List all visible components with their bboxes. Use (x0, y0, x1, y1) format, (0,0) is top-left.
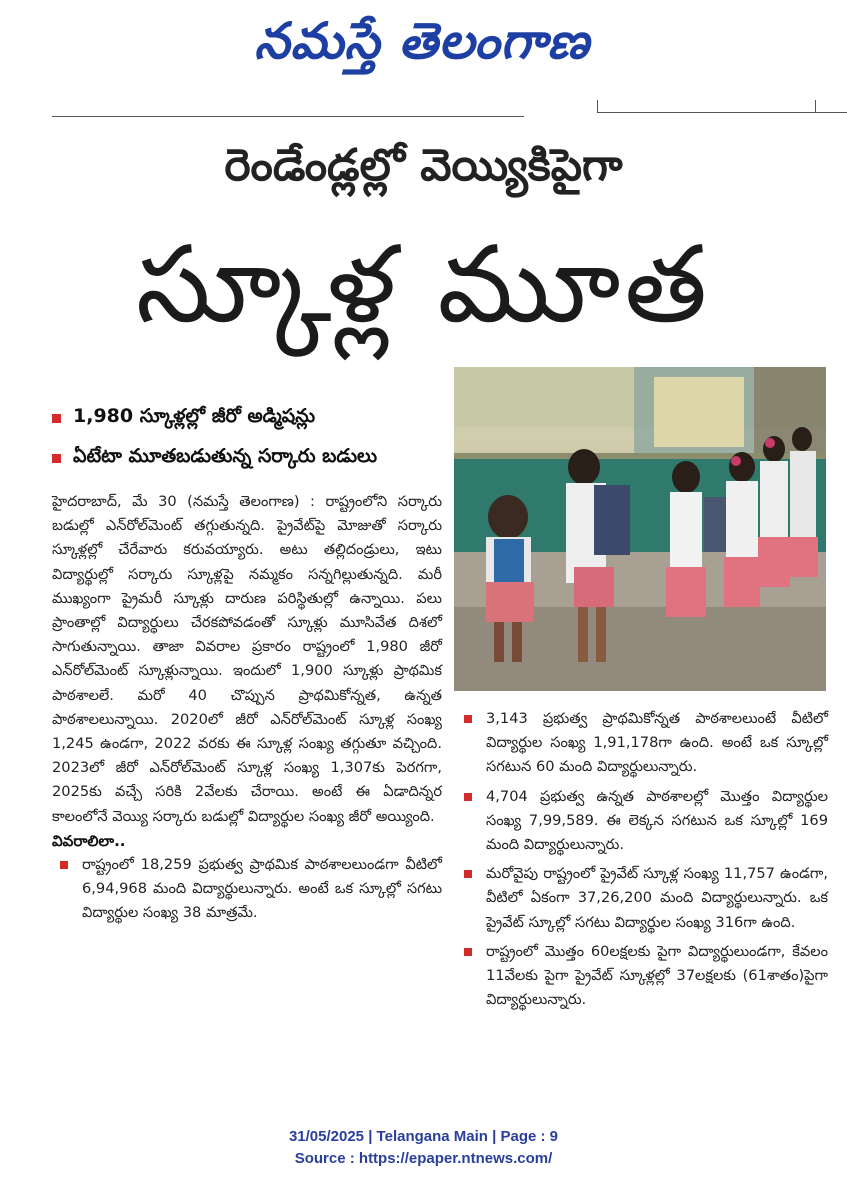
page-footer (0, 1126, 847, 1170)
detail-text: రాష్ట్రంలో 18,259 ప్రభుత్వ ప్రాథమిక పాఠశాలలుండగా వీటిలో 6,94,968 మంది విద్యార్థులున్నారు. అంటే ఒక స్కూల్లో సగటు విద్యార్థుల సంఖ్య 38 మాత్రమే. (82, 855, 442, 922)
detail-text: 4,704 ప్రభుత్వ ఉన్నత పాఠశాలల్లో మొత్తం విద్యార్థుల సంఖ్య 7,99,589. ఈ లెక్కన సగటున ఒక స్కూల్లో 169 మంది విద్యార్థులున్నారు. (486, 787, 828, 854)
details-label: వివరాలిలా.. (52, 831, 126, 850)
masthead (0, 0, 847, 86)
detail-item (456, 940, 828, 1013)
highlight-item (52, 438, 447, 478)
edition-line: 31/05/2025 | Telangana Main | Page : 9 (288, 1128, 559, 1145)
masthead-logo: నమస్తే తెలంగాణ (254, 11, 590, 70)
highlights-list (52, 398, 447, 478)
body-paragraph: హైదరాబాద్, మే 30 (నమస్తే తెలంగాణ) : రాష్ట్రంలోని సర్కారు బడుల్లో ఎన్‌రోల్‌మెంట్ తగ్గుతున్నది. ప్రైవేట్‌పై మోజుతో సర్కారు స్కూళ్లల్లో చేరేవారు కరువయ్యారు. అటు తల్లిదండ్రులు, ఇటు విద్యార్థుల్లో సర్కారు స్కూళ్లపై నమ్మకం సన్నగిల్లుతున్నది. మరీ ముఖ్యంగా ప్రైమరీ స్కూళ్లు దారుణ పరిస్థితుల్లో ఉన్నాయి. పలు ప్రాంతాల్లో విద్యార్థులు చేరకపోవడంతో స్కూళ్లు మూసివేత దిశలో సాగుతున్నాయి. తాజా వివరాల ప్రకారం రాష్ట్రంలో 1,980 జీరో ఎన్‌రోల్‌మెంట్ స్కూళ్లున్నాయి. ఇందులో 1,900 స్కూళ్లు ప్రాథమిక పాఠశాలలే. మరో 40 చొప్పున ప్రాథమికోన్నత, ఉన్నత పాఠశాలలున్నాయి. 2020లో జీరో ఎన్‌రోల్‌మెంట్ స్కూళ్ల సంఖ్య 1,245 ఉండగా, 2022 వరకు ఈ స్కూళ్ల సంఖ్య తగ్గుతూ వచ్చింది. 2023లో జీరో ఎన్‌రోల్‌మెంట్ స్కూళ్ల సంఖ్య 1,307కు పెరగగా, 2025కు వచ్చే సరికి 2వేలకు చేరాయి. అంటే ఈ ఏడాదిన్నర కాలంలోనే వెయ్యి సర్కారు బడుల్లో విద్యార్థుల సంఖ్య జీరో అయ్యింది. (52, 493, 442, 825)
article-body-left (52, 490, 442, 925)
source-link[interactable]: Source : https://epaper.ntnews.com/ (294, 1150, 553, 1167)
bullet-square-icon (464, 870, 472, 878)
detail-item (456, 862, 828, 935)
bullet-square-icon (464, 715, 472, 723)
detail-item (52, 853, 442, 926)
highlight-text: 1,980 స్కూళ్లల్లో జీరో అడ్మిషన్లు (73, 404, 316, 427)
highlight-text: ఏటేటా మూతబడుతున్న సర్కారు బడులు (73, 444, 378, 467)
students-photo (454, 367, 826, 691)
article-headline: స్కూళ్ల మూత (136, 223, 711, 346)
bullet-square-icon (52, 414, 61, 423)
detail-item (456, 785, 828, 858)
divider-tick (597, 100, 598, 113)
bullet-square-icon (52, 454, 61, 463)
bullet-square-icon (464, 948, 472, 956)
divider-tick (815, 100, 816, 113)
article-photo (454, 367, 826, 691)
bullet-square-icon (464, 793, 472, 801)
detail-text: మరోవైపు రాష్ట్రంలో ప్రైవేట్ స్కూళ్ల సంఖ్య 11,757 ఉండగా, వీటిలో ఏకంగా 37,26,200 మంది విద్యార్థులున్నారు. ఒక ప్రైవేట్ స్కూల్లో సగటు విద్యార్థుల సంఖ్య 316గా ఉంది. (486, 865, 828, 931)
divider-right (598, 112, 847, 113)
article-kicker: రెండేండ్లల్లో వెయ్యికిపైగా (224, 140, 623, 191)
detail-text: రాష్ట్రంలో మొత్తం 60లక్షలకు పైగా విద్యార్థులుండగా, కేవలం 11వేలకు పైగా ప్రైవేట్ స్కూళ్లల్లో 37లక్షలకు (61శాతం)పైగా విద్యార్థులున్నారు. (486, 942, 828, 1009)
highlight-item (52, 398, 447, 438)
detail-text: 3,143 ప్రభుత్వ ప్రాథమికోన్నత పాఠశాలలుంటే వీటిలో విద్యార్థుల సంఖ్య 1,91,178గా ఉంది. అంటే ఒక స్కూల్లో సగటున 60 మంది విద్యార్థులున్నారు. (486, 710, 828, 776)
article-body-right (456, 707, 828, 1017)
divider-left (52, 116, 524, 117)
bullet-square-icon (60, 861, 68, 869)
detail-item (456, 707, 828, 780)
